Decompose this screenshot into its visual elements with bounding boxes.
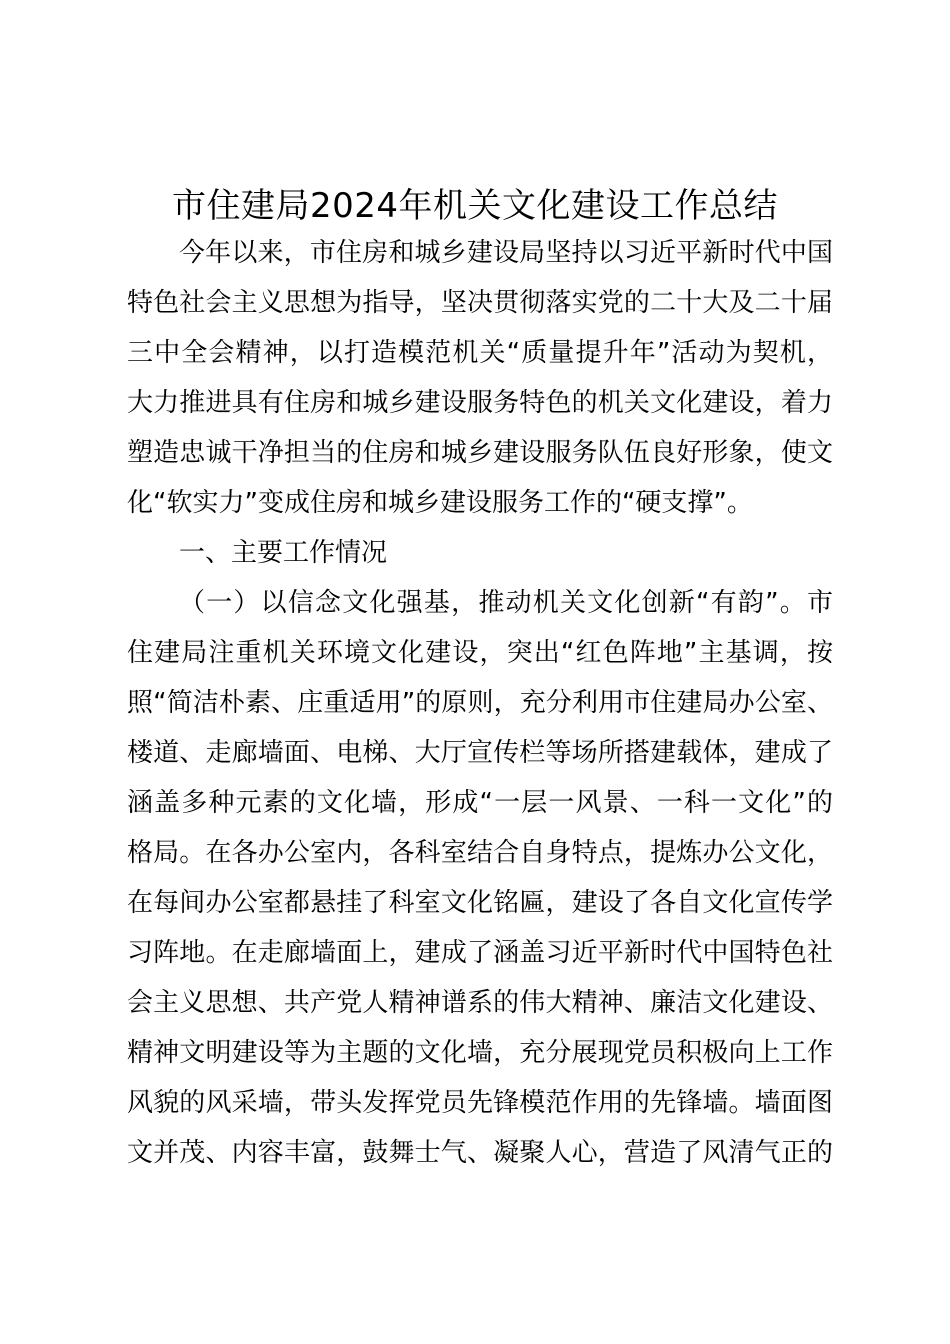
text-line: 住建局注重机关环境文化建设，突出“红色阵地”主基调，按 [127, 638, 833, 668]
text-line: 格局。在各办公室内，各科室结合自身特点，提炼办公文化， [127, 838, 833, 868]
document-body [127, 228, 833, 1178]
text-line: 精神文明建设等为主题的文化墙，充分展现党员积极向上工作 [127, 1038, 833, 1068]
text-line: 风貌的风采墙，带头发挥党员先锋模范作用的先锋墙。墙面图 [127, 1088, 833, 1118]
paragraph-intro [127, 228, 833, 528]
text-line: 习阵地。在走廊墙面上，建成了涵盖习近平新时代中国特色社 [127, 938, 833, 968]
text-line: 塑造忠诚干净担当的住房和城乡建设服务队伍良好形象，使文 [127, 438, 833, 468]
text-line: 在每间办公室都悬挂了科室文化铭匾，建设了各自文化宣传学 [127, 888, 833, 918]
text-line: 今年以来，市住房和城乡建设局坚持以习近平新时代中国 [179, 238, 833, 268]
document-title: 市住建局2024年机关文化建设工作总结 [171, 186, 779, 226]
text-line: 楼道、走廊墙面、电梯、大厅宣传栏等场所搭建载体，建成了 [127, 738, 833, 768]
text-line: 照“简洁朴素、庄重适用”的原则，充分利用市住建局办公室、 [127, 688, 833, 718]
section-heading-text: 一、主要工作情况 [179, 538, 388, 568]
text-line: 三中全会精神，以打造模范机关“质量提升年”活动为契机， [127, 338, 833, 368]
section-heading [127, 528, 833, 578]
text-line: 大力推进具有住房和城乡建设服务特色的机关文化建设，着力 [127, 388, 833, 418]
text-line: 涵盖多种元素的文化墙，形成“一层一风景、一科一文化”的 [127, 788, 833, 818]
text-line: 特色社会主义思想为指导，坚决贯彻落实党的二十大及二十届 [127, 288, 833, 318]
text-line: 会主义思想、共产党人精神谱系的伟大精神、廉洁文化建设、 [127, 988, 833, 1018]
text-line: （一）以信念文化强基，推动机关文化创新“有韵”。市 [179, 588, 833, 618]
text-line: 文并茂、内容丰富，鼓舞士气、凝聚人心，营造了风清气正的 [127, 1138, 833, 1168]
text-line: 化“软实力”变成住房和城乡建设服务工作的“硬支撑”。 [127, 488, 753, 518]
paragraph-section-1 [127, 578, 833, 1178]
